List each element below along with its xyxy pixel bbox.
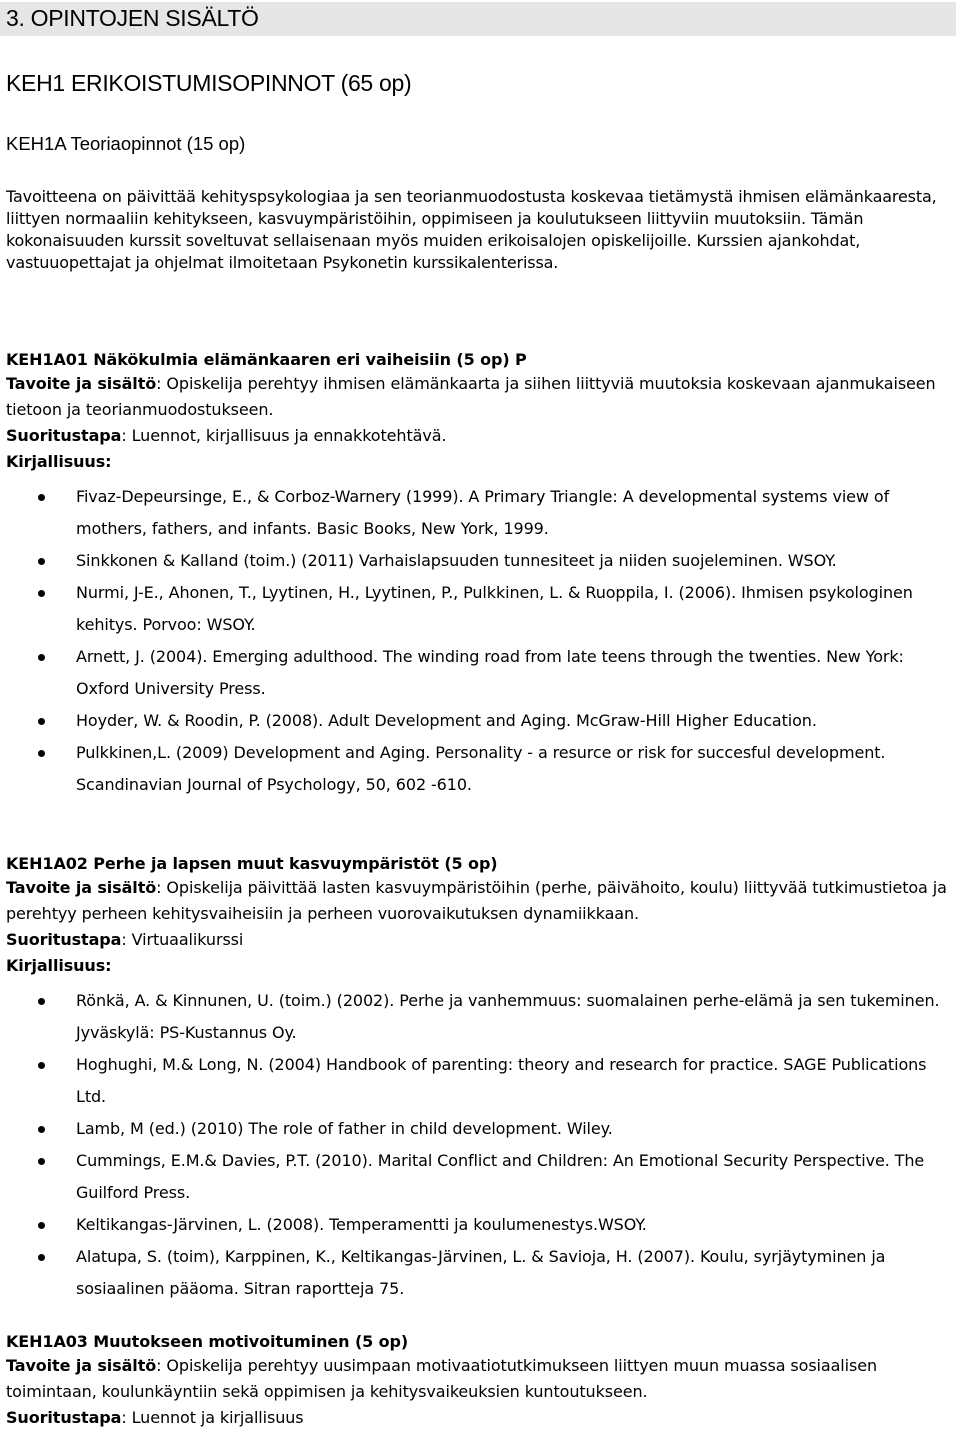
- reference-text: Hoyder, W. & Roodin, P. (2008). Adult Development and Aging. McGraw-Hill Higher Education.: [76, 711, 817, 730]
- goal-label: Tavoite ja sisältö: [6, 374, 157, 393]
- bullet-icon: [38, 718, 45, 725]
- bullet-icon: [38, 1222, 45, 1229]
- course-method: [6, 927, 956, 953]
- bullet-icon: [38, 558, 45, 565]
- list-item: [6, 1209, 956, 1241]
- course-goal: [6, 371, 956, 423]
- goal-label: Tavoite ja sisältö: [6, 878, 157, 897]
- course-keh1a03: [6, 1330, 956, 1431]
- list-item: [6, 1049, 956, 1113]
- list-item: [6, 985, 956, 1049]
- method-label: Suoritustapa: [6, 930, 122, 949]
- list-item: [6, 1241, 956, 1305]
- course-title: KEH1A01 Näkökulmia elämänkaaren eri vaiheisiin (5 op) P: [6, 350, 527, 369]
- reference-text: Hoghughi, M.& Long, N. (2004) Handbook of parenting: theory and research for practice. SAGE Publications Ltd.: [76, 1055, 927, 1106]
- bullet-icon: [38, 494, 45, 501]
- bullet-icon: [38, 1158, 45, 1165]
- course-method: [6, 423, 956, 449]
- method-text: : Virtuaalikurssi: [121, 930, 244, 949]
- bullet-icon: [38, 590, 45, 597]
- method-text: : Luennot ja kirjallisuus: [121, 1408, 304, 1427]
- literature-label: Kirjallisuus:: [6, 956, 112, 975]
- section-title: 3. OPINTOJEN SISÄLTÖ: [6, 5, 259, 31]
- method-text: : Luennot, kirjallisuus ja ennakkotehtävä.: [121, 426, 447, 445]
- bullet-icon: [38, 654, 45, 661]
- list-item: [6, 481, 956, 545]
- goal-text: : Opiskelija päivittää lasten kasvuympäristöihin (perhe, päivähoito, koulu) liittyvää tutkimustietoa ja perehtyy perheen kehitysvaiheisiin ja perheen vuorovaikutuksen dynamiikkaan.: [6, 878, 947, 923]
- list-item: [6, 545, 956, 577]
- course-title: KEH1A03 Muutokseen motivoituminen (5 op): [6, 1332, 409, 1351]
- list-item: [6, 737, 956, 801]
- heading-erikoistumisopinnot: KEH1 ERIKOISTUMISOPINNOT (65 op): [6, 70, 412, 96]
- list-item: [6, 1113, 956, 1145]
- course-method: [6, 1405, 956, 1431]
- reference-text: Rönkä, A. & Kinnunen, U. (toim.) (2002). Perhe ja vanhemmuus: suomalainen perhe-elämä ja sen tukeminen. Jyväskylä: PS-Kustannus Oy.: [76, 991, 940, 1042]
- list-item: [6, 705, 956, 737]
- list-item: [6, 577, 956, 641]
- heading-teoriaopinnot: KEH1A Teoriaopinnot (15 op): [6, 133, 246, 154]
- reference-text: Alatupa, S. (toim), Karppinen, K., Keltikangas-Järvinen, L. & Savioja, H. (2007). Koulu, syrjäytyminen ja sosiaalinen pääoma. Sitran raportteja 75.: [76, 1247, 886, 1298]
- course-keh1a01: [6, 348, 956, 801]
- course-goal: [6, 875, 956, 927]
- intro-text: Tavoitteena on päivittää kehityspsykologiaa ja sen teorianmuodostusta koskevaa tietämystä ihmisen elämänkaaresta, liittyen normaaliin kehitykseen, kasvuympäristöihin, oppimiseen ja koulutukseen liittyviin muutoksiin. Tämän kokonaisuuden kurssit soveltuvat sellaisenaan myös muiden erikoisalojen opiskelijoille. Kurssien ajankohdat, vastuuopettajat ja ohjelmat ilmoitetaan Psykonetin kurssikalenterissa.: [6, 187, 937, 272]
- method-label: Suoritustapa: [6, 426, 122, 445]
- list-item: [6, 641, 956, 705]
- bullet-icon: [38, 1062, 45, 1069]
- bullet-icon: [38, 998, 45, 1005]
- literature-label: Kirjallisuus:: [6, 452, 112, 471]
- bullet-icon: [38, 1254, 45, 1261]
- reference-text: Arnett, J. (2004). Emerging adulthood. The winding road from late teens through the twenties. New York: Oxford University Press.: [76, 647, 904, 698]
- goal-label: Tavoite ja sisältö: [6, 1356, 157, 1375]
- reference-text: Pulkkinen,L. (2009) Development and Aging. Personality - a resurce or risk for succesful development. Scandinavian Journal of Psychology, 50, 602 -610.: [76, 743, 886, 794]
- course-keh1a02: [6, 852, 956, 1305]
- reference-text: Nurmi, J-E., Ahonen, T., Lyytinen, H., Lyytinen, P., Pulkkinen, L. & Ruoppila, I. (2006). Ihmisen psykologinen kehitys. Porvoo: WSOY.: [76, 583, 913, 634]
- reference-text: Keltikangas-Järvinen, L. (2008). Temperamentti ja koulumenestys.WSOY.: [76, 1215, 647, 1234]
- course-title: KEH1A02 Perhe ja lapsen muut kasvuympäristöt (5 op): [6, 854, 498, 873]
- list-item: [6, 1145, 956, 1209]
- reference-text: Lamb, M (ed.) (2010) The role of father in child development. Wiley.: [76, 1119, 613, 1138]
- reference-text: Fivaz-Depeursinge, E., & Corboz-Warnery (1999). A Primary Triangle: A developmental systems view of mothers, fathers, and infants. Basic Books, New York, 1999.: [76, 487, 890, 538]
- reference-list: [6, 481, 956, 801]
- reference-list: [6, 985, 956, 1305]
- bullet-icon: [38, 1126, 45, 1133]
- method-label: Suoritustapa: [6, 1408, 122, 1427]
- bullet-icon: [38, 750, 45, 757]
- reference-text: Cummings, E.M.& Davies, P.T. (2010). Marital Conflict and Children: An Emotional Security Perspective. The Guilford Press.: [76, 1151, 925, 1202]
- intro-paragraph: [6, 186, 956, 274]
- reference-text: Sinkkonen & Kalland (toim.) (2011) Varhaislapsuuden tunnesiteet ja niiden suojeleminen. WSOY.: [76, 551, 837, 570]
- goal-text: : Opiskelija perehtyy ihmisen elämänkaarta ja siihen liittyviä muutoksia koskevaan ajanmukaiseen tietoon ja teorianmuodostukseen.: [6, 374, 936, 419]
- course-goal: [6, 1353, 956, 1405]
- goal-text: : Opiskelija perehtyy uusimpaan motivaatiotutkimukseen liittyen muun muassa sosiaalisen toimintaan, koulunkäyntiin sekä oppimisen ja kehitysvaikeuksien kuntoutukseen.: [6, 1356, 878, 1401]
